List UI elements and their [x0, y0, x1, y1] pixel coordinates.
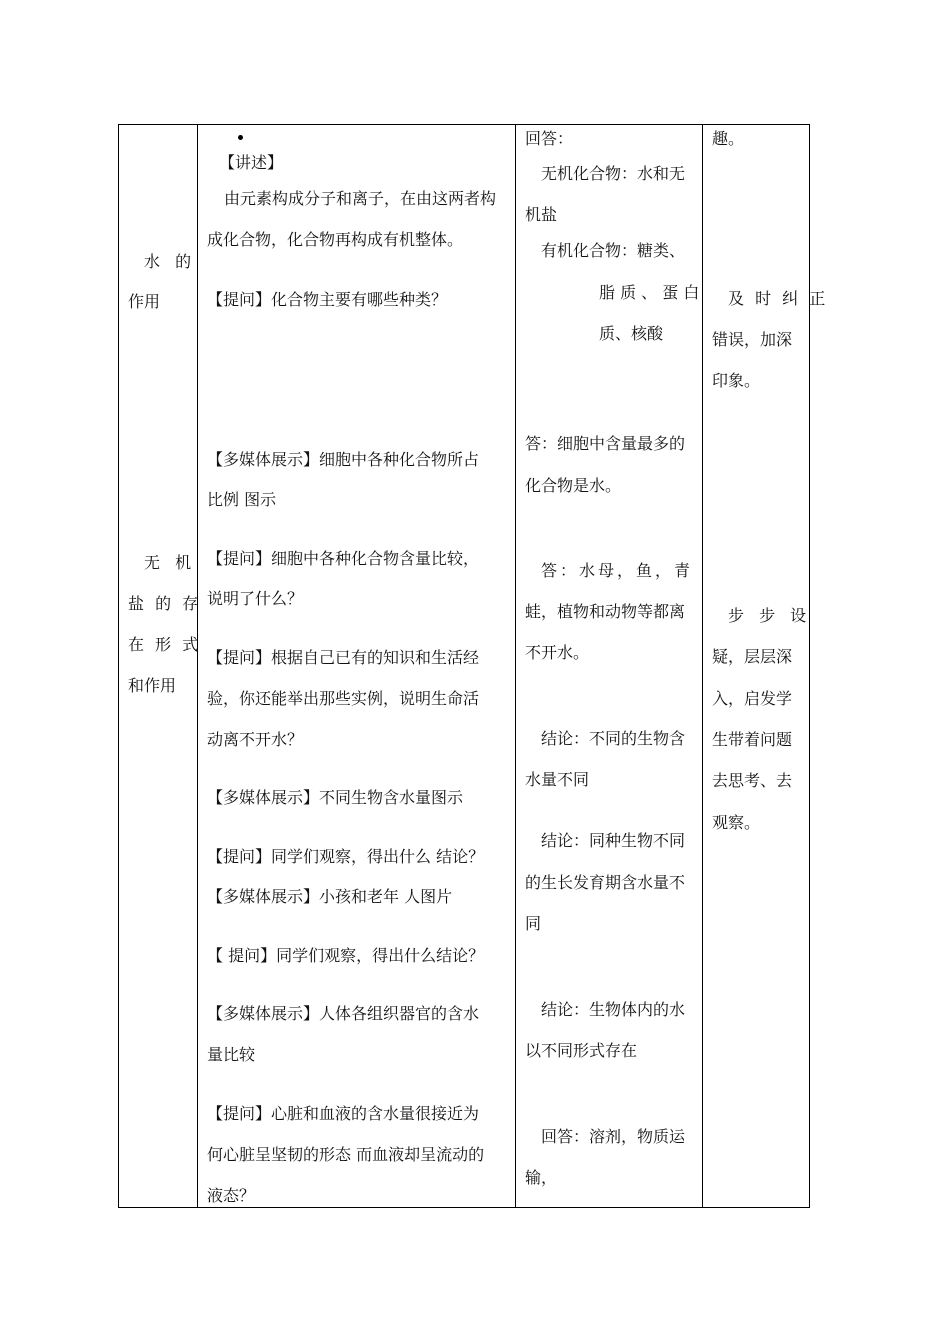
- topic-salt-line1: 无 机: [144, 553, 197, 572]
- question-3-line3: 动离不开水？: [207, 730, 304, 749]
- topic-salt-line2: 盐 的 存: [128, 594, 202, 613]
- intent-2-line3: 入，启发学: [712, 689, 793, 708]
- intent-2-line1: 步 步 设: [728, 606, 812, 625]
- conclusion-2-line2: 的生长发育期含水量不: [525, 873, 686, 892]
- media-3: 【多媒体展示】小孩和老年 人图片: [207, 887, 453, 906]
- column-divider: [702, 125, 703, 1207]
- conclusion-3-line1: 结论：生物体内的水: [541, 1000, 686, 1019]
- intent-2-line5: 去思考、去: [712, 771, 793, 790]
- media-1-line2: 比例 图示: [207, 490, 277, 509]
- lecture-line1: 由元素构成分子和离子，在由这两者构: [224, 189, 497, 208]
- conclusion-3-line2: 以不同形式存在: [525, 1041, 638, 1060]
- answer-1-line2: 机盐: [525, 205, 558, 224]
- conclusion-1-line1: 结论：不同的生物含: [541, 729, 686, 748]
- answer-label: 回答：: [525, 129, 574, 148]
- question-3-line1: 【提问】根据自己已有的知识和生活经: [207, 648, 480, 667]
- lecture-label: 【讲述】: [219, 153, 284, 172]
- question-5: 【 提问】同学们观察，得出什么结论？: [207, 946, 485, 965]
- media-1-line1: 【多媒体展示】细胞中各种化合物所占: [207, 450, 480, 469]
- answer-1-line3: 有机化合物：糖类、: [541, 241, 686, 260]
- column-divider: [515, 125, 516, 1207]
- answer-2-line2: 化合物是水。: [525, 476, 622, 495]
- intent-1-line2: 错误，加深: [712, 330, 793, 349]
- intent-2-line6: 观察。: [712, 813, 761, 832]
- answer-4-line2: 输，: [525, 1168, 558, 1187]
- topic-water-line2: 作用: [128, 292, 161, 311]
- question-3-line2: 验，你还能举出那些实例，说明生命活: [207, 689, 480, 708]
- conclusion-2-line3: 同: [525, 914, 542, 933]
- topic-salt-line4: 和作用: [128, 676, 177, 695]
- media-2: 【多媒体展示】不同生物含水量图示: [207, 788, 464, 807]
- intent-2-line4: 生带着问题: [712, 730, 793, 749]
- question-6-line2: 何心脏呈坚韧的形态 而血液却呈流动的: [207, 1145, 485, 1164]
- answer-3-line3: 不开水。: [525, 643, 590, 662]
- question-6-line3: 液态？: [207, 1186, 256, 1205]
- media-4-line2: 量比较: [207, 1045, 256, 1064]
- answer-3-line1: 答：水母，鱼，青: [541, 561, 694, 580]
- intent-2-line2: 疑，层层深: [712, 647, 793, 666]
- answer-1-line5: 质、核酸: [599, 324, 664, 343]
- intent-1-line1: 及 时 纠 正: [728, 289, 829, 308]
- answer-1-line1: 无机化合物：水和无: [541, 164, 686, 183]
- question-2-line1: 【提问】细胞中各种化合物含量比较，: [207, 549, 480, 568]
- lecture-line2: 成化合物，化合物再构成有机整体。: [207, 230, 464, 249]
- topic-salt-line3: 在 形 式: [128, 635, 202, 654]
- answer-4-line1: 回答：溶剂，物质运: [541, 1127, 686, 1146]
- question-1: 【提问】化合物主要有哪些种类？: [207, 290, 448, 309]
- answer-3-line2: 蛙，植物和动物等都离: [525, 602, 686, 621]
- column-divider: [197, 125, 198, 1207]
- question-4: 【提问】同学们观察，得出什么 结论？: [207, 847, 485, 866]
- intent-1-line3: 印象。: [712, 371, 761, 390]
- bullet-icon: [238, 135, 243, 140]
- question-6-line1: 【提问】心脏和血液的含水量很接近为: [207, 1104, 480, 1123]
- conclusion-2-line1: 结论：同种生物不同: [541, 831, 686, 850]
- intent-top: 趣。: [712, 129, 745, 148]
- answer-2-line1: 答：细胞中含量最多的: [525, 434, 686, 453]
- media-4-line1: 【多媒体展示】人体各组织器官的含水: [207, 1004, 480, 1023]
- topic-water-line1: 水 的: [144, 252, 197, 271]
- question-2-line2: 说明了什么？: [207, 589, 304, 608]
- answer-1-line4: 脂 质 、 蛋 白: [599, 283, 700, 302]
- conclusion-1-line2: 水量不同: [525, 770, 590, 789]
